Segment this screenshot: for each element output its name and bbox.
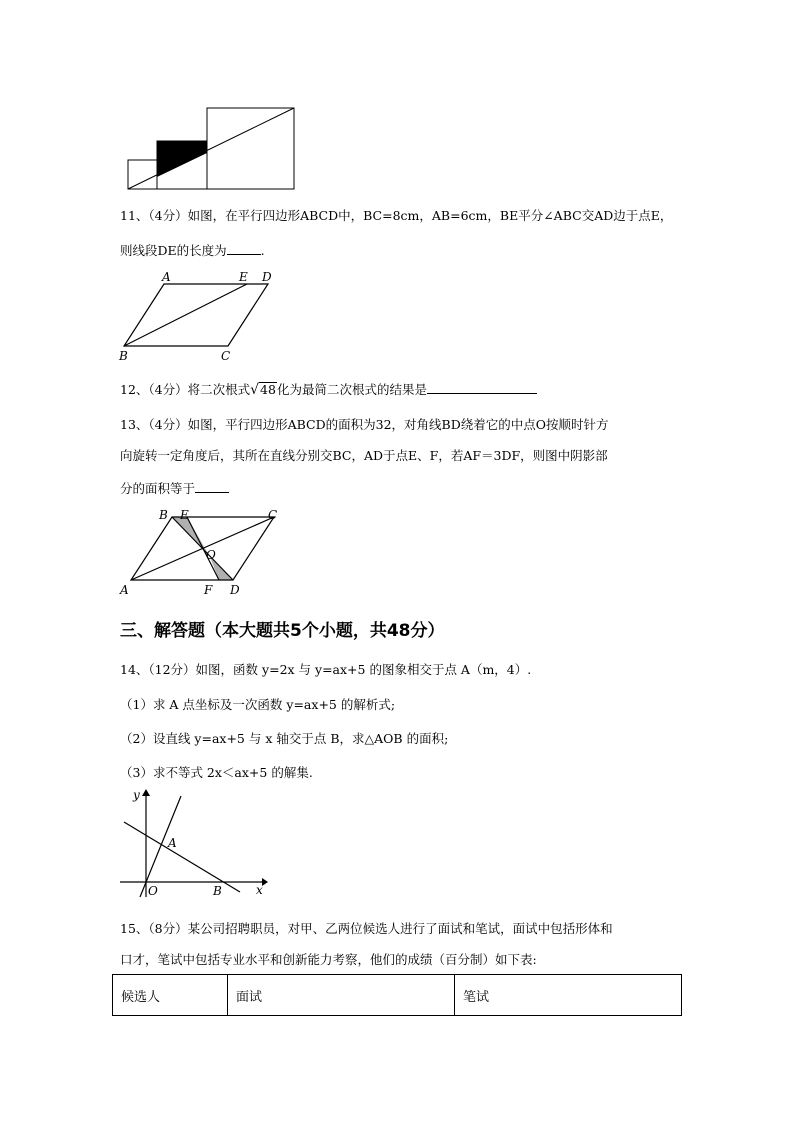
- q12-prefix: 12、（4分）将二次根式: [120, 382, 251, 397]
- q14-label-y: y: [133, 788, 140, 802]
- y-axis-arrow-icon: [142, 789, 150, 796]
- q13-line3-text: 分的面积等于: [120, 481, 196, 496]
- q11-line2-end: .: [260, 243, 265, 258]
- q13-parallelogram-figure: [116, 504, 286, 600]
- q11-line2: [120, 241, 265, 259]
- x-axis-arrow-icon: [262, 878, 268, 886]
- q14-label-x: x: [256, 883, 263, 897]
- table-header-row: [113, 975, 682, 1016]
- q11-line1: 11、（4分）如图，在平行四边形ABCD中，BC=8cm，AB=6cm，BE平分∠ABC交AD边于点E，: [120, 208, 673, 223]
- q14-part1: （1）求 A 点坐标及一次函数 y=ax+5 的解析式;: [120, 697, 396, 712]
- q11-label-d: D: [262, 270, 272, 284]
- q11-line2-text: 则线段DE的长度为: [120, 243, 227, 258]
- table-header-written: 笔试: [455, 975, 682, 1016]
- q12-radicand: 48: [260, 382, 276, 397]
- q12-line: [120, 380, 537, 398]
- squares-figure: [120, 100, 305, 195]
- q13-line3: [120, 479, 229, 497]
- radical-sign-icon: √: [250, 382, 260, 398]
- q13-line1: 13、（4分）如图，平行四边形ABCD的面积为32，对角线BD绕着它的中点O按顺时针方: [120, 417, 609, 432]
- q14-label-o: O: [148, 884, 158, 898]
- q13-label-e: E: [180, 508, 189, 522]
- q11-label-a: A: [162, 270, 171, 284]
- section-title: 三、解答题（本大题共5个小题，共48分）: [120, 621, 445, 641]
- q11-label-c: C: [221, 349, 231, 363]
- scores-table: [112, 974, 682, 1016]
- table-header-interview: 面试: [228, 975, 455, 1016]
- q14-part2: （2）设直线 y=ax+5 与 x 轴交于点 B，求△AOB 的面积;: [120, 731, 449, 746]
- q13-line2: 向旋转一定角度后，其所在直线分别交BC，AD于点E、F，若AF＝3DF，则图中阴影部: [120, 448, 608, 463]
- q11-label-e: E: [239, 270, 248, 284]
- q12-suffix: 化为最简二次根式的结果是: [276, 382, 427, 397]
- q13-label-o: O: [206, 548, 216, 562]
- q14-graph-figure: [116, 786, 271, 900]
- q13-label-f: F: [204, 583, 213, 597]
- q14-part3: （3）求不等式 2x＜ax+5 的解集.: [120, 765, 313, 780]
- table-header-candidate: 候选人: [113, 975, 228, 1016]
- q11-parallelogram-figure: [112, 266, 287, 364]
- q13-label-b: B: [159, 508, 168, 522]
- q13-label-c: C: [268, 508, 278, 522]
- q13-answer-blank[interactable]: [195, 479, 229, 493]
- q14-label-a: A: [168, 836, 177, 850]
- q15-line2: 口才，笔试中包括专业水平和创新能力考察，他们的成绩（百分制）如下表:: [120, 952, 537, 967]
- q15-line1: 15、（8分）某公司招聘职员，对甲、乙两位候选人进行了面试和笔试，面试中包括形体和: [120, 921, 613, 936]
- q14-stem: 14、（12分）如图，函数 y=2x 与 y=ax+5 的图象相交于点 A（m，4）.: [120, 662, 532, 677]
- q11-label-b: B: [119, 349, 128, 363]
- q12-answer-blank[interactable]: [427, 380, 537, 394]
- q13-label-a: A: [120, 583, 129, 597]
- q13-label-d: D: [230, 583, 240, 597]
- q11-answer-blank[interactable]: [227, 241, 261, 255]
- q14-label-b: B: [213, 884, 222, 898]
